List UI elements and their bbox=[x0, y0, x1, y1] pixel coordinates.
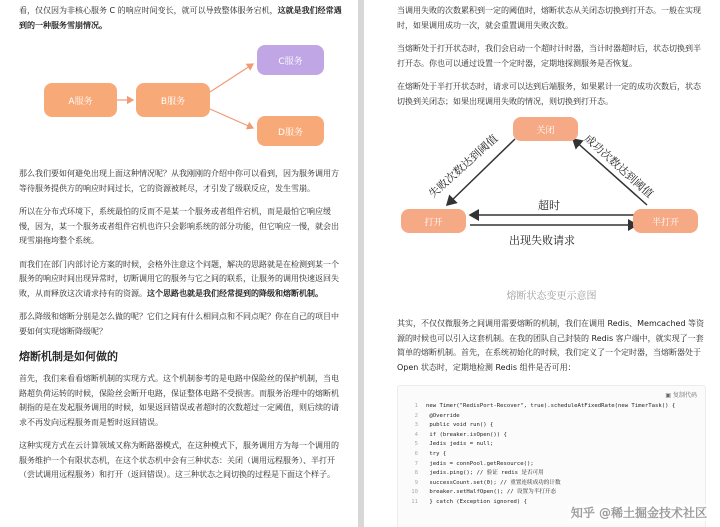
right-paragraph-1: 当调用失败的次数累积到一定的阈值时，熔断状态从关闭态切换到打开态。一般在实现时，如果调用成功一次，就会重置调用失败次数。 bbox=[397, 6, 701, 30]
left-paragraph-7: 这种实现方式在云计算领域又称为断路器模式，在这种模式下，服务调用方为每一个调用的服务维护一个有限状态机，在这个状态机中会有三种状态：关闭（调用远程服务）、半打开（尝试调用远程服务）和打开（返回错误）。这三种状态之间切换的过程是下面这个样子。 bbox=[19, 441, 339, 479]
code-line: 9 successCount.set(0); // 重置连续成功的计数 bbox=[414, 479, 561, 486]
edge-fail-request-label: 出现失败请求 bbox=[509, 234, 575, 247]
code-line: 4 if (breaker.isOpen()) { bbox=[414, 431, 507, 438]
left-paragraph-4: 而我们在部门内部讨论方案的时候，会格外注意这个问题，解决的思路就是在检测到某一个服务的响应时间出现异常时，切断调用它的服务与它之间的联系，让服务的调用快速返回失败，从而释放这次请求持有的资源。这个思路也就是我们经常提到的降级和熔断机制。 bbox=[19, 259, 339, 298]
code-line: 5 Jedis jedis = null; bbox=[414, 441, 494, 448]
state-open-box: 打开 bbox=[401, 209, 466, 233]
left-paragraph-3: 所以在分布式环境下，系统最怕的反而不是某一个服务或者组件宕机，而是最怕它响应缓慢，因为，某一个服务或者组件宕机也许只会影响系统的部分功能，但它响应一慢，就会出现雪崩拖垮整个系统。 bbox=[19, 207, 339, 245]
service-a-box: A服务 bbox=[44, 83, 117, 117]
service-cascade-diagram bbox=[19, 39, 342, 157]
right-paragraph-3: 在熔断处于半打开状态时，请求可以达到后端服务，如果累计一定的成功次数后，状态切换到关闭态；如果出现调用失败的情况，则切换到打开态。 bbox=[397, 82, 701, 106]
service-c-box: C服务 bbox=[257, 45, 324, 75]
code-line: 6 try { bbox=[414, 450, 447, 457]
right-paragraph-4: 其实，不仅仅微服务之间调用需要熔断的机制，我们在调用 Redis、Memcached 等资源的时候也可以引入这套机制。在我的团队自己封装的 Redis 客户端中，就实现了一套简单的熔断机制。首先，在系统初始化的时候，我们定义了一个定时器，当熔断器处于 Open 状态时，定期地检测 Redis 组件是否可用： bbox=[397, 319, 705, 372]
state-half-open-box: 半打开 bbox=[633, 209, 698, 233]
edge-timeout-label: 超时 bbox=[538, 199, 560, 212]
left-paragraph-1: 看，仅仅因为非核心服务 C 的响应时间变长，就可以导致整体服务宕机，这就是我们经常遇到的一种服务雪崩情况。 bbox=[19, 6, 342, 30]
copy-code-button[interactable]: ▣ 复制代码 bbox=[665, 392, 697, 399]
breaker-state-diagram bbox=[397, 111, 706, 307]
service-b-box: B服务 bbox=[136, 83, 210, 117]
code-line: 1 new Timer("RedisPort-Recover", true).scheduleAtFixedRate(new TimerTask() { bbox=[414, 403, 676, 409]
code-line: 11 } catch (Exception ignored) { bbox=[411, 498, 528, 505]
code-line: 2 @Override bbox=[414, 412, 460, 419]
left-paragraph-2: 那么我们要如何避免出现上面这种情况呢？从我刚刚的介绍中你可以看到，因为服务调用方等待服务提供方的响应时间过长，它的资源被耗尽，才引发了级联反应，发生雪崩。 bbox=[19, 169, 339, 193]
code-line: 10 breaker.setHalfOpen(); // 设置为半打开态 bbox=[411, 489, 557, 496]
right-paragraph-2: 当熔断处于打开状态时，我们会启动一个超时计时器，当计时器超时后，状态切换到半打开态。你也可以通过设置一个定时器，定期地探测服务是否恢复。 bbox=[397, 44, 701, 68]
edge-fail-threshold-label: 失败次数达到阈值 bbox=[426, 132, 501, 201]
left-paragraph-6: 首先，我们来看看熔断机制的实现方式。这个机制参考的是电路中保险丝的保护机制，当电路超负荷运转的时候，保险丝会断开电路，保证整体电路不受损害。而服务治理中的熔断机制指的是在发起服务调用的时候，如果返回错误或者超时的次数超过一定阈值，则后续的请求不再发向远程服务而是暂时返回错误。 bbox=[19, 374, 339, 427]
code-line: 3 public void run() { bbox=[414, 422, 494, 429]
left-paragraph-5: 那么降级和熔断分别是怎么做的呢？它们之间有什么相同点和不同点呢？你在自己的项目中要如何实现熔断降级呢？ bbox=[19, 312, 339, 336]
section-heading: 熔断机制是如何做的 bbox=[19, 350, 118, 363]
code-line: 7 jedis = connPool.getResource(); bbox=[414, 460, 534, 467]
service-d-box: D服务 bbox=[257, 116, 324, 146]
diagram-caption: 熔断状态变更示意图 bbox=[506, 291, 597, 302]
state-closed-box: 关闭 bbox=[513, 117, 578, 141]
watermark: 知乎 @稀土掘金技术社区 bbox=[568, 504, 710, 521]
left-page bbox=[0, 0, 358, 527]
right-page bbox=[364, 0, 720, 527]
edge-success-threshold-label: 成功次数达到阈值 bbox=[581, 132, 656, 201]
code-line: 8 jedis.ping(); // 验证 redis 是否可用 bbox=[414, 470, 544, 477]
